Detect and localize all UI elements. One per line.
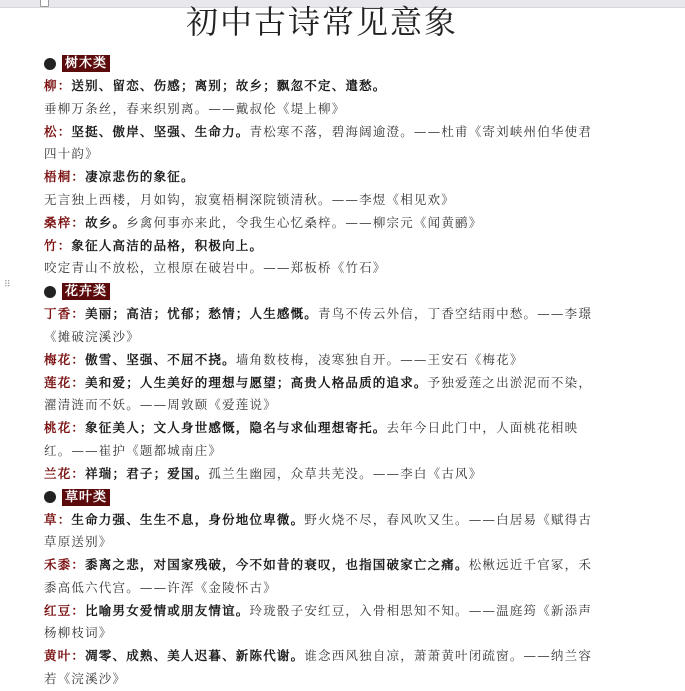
bullet-icon (44, 491, 56, 503)
entry-meaning: 傲雪、坚强、不屈不挠。 (85, 351, 236, 367)
entry-example: 无言独上西楼，月如钩，寂寞梧桐深院锁清秋。——李煜《相见欢》 (44, 191, 456, 207)
category-label: 花卉类 (62, 283, 110, 300)
entry-meaning: 生命力强、生生不息，身份地位卑微。 (71, 511, 305, 527)
entry-example: 垂柳万条丝，春来织别离。——戴叔伦《堤上柳》 (44, 100, 346, 116)
entry-term: 兰花： (44, 465, 86, 481)
entry-term: 桃花： (44, 420, 86, 435)
entry-meaning: 美丽；高洁；忧郁；愁情；人生感慨。 (85, 306, 319, 321)
entry-example: 玲珑骰子安红豆，入骨相思知不知。——温庭筠《新添声杨柳枝词》 (44, 602, 593, 640)
entry-meaning: 象征美人；文人身世感慨，隐名与求仙理想寄托。 (85, 420, 387, 435)
entry-term: 梅花： (44, 351, 86, 367)
entry-example: 予独爱莲之出淤泥而不染，濯清涟而不妖。——周敦颐《爱莲说》 (44, 374, 593, 412)
category-label: 草叶类 (62, 489, 110, 506)
entry-term: 黄叶： (44, 648, 86, 663)
entry-term: 桑梓： (44, 214, 86, 230)
entry-term: 柳： (44, 78, 72, 93)
entry-term: 丁香： (44, 306, 86, 321)
drag-handle-icon[interactable]: ⠿ (4, 280, 12, 290)
entry-term: 禾黍： (44, 557, 86, 572)
bullet-icon (44, 58, 56, 70)
document-body (44, 52, 600, 691)
imagery-entry (44, 212, 600, 235)
entry-meaning: 送别、留恋、伤感；离别；故乡；飘忽不定、遣愁。 (71, 78, 387, 93)
entry-example: 去年今日此门中，人面桃花相映红。——崔护《题都城南庄》 (44, 420, 579, 458)
entry-meaning: 祥瑞；君子；爱国。 (85, 465, 209, 481)
entry-term: 莲花： (44, 374, 86, 390)
entry-example: 松楸远近千官冢，禾黍高低六代宫。——许浑《金陵怀古》 (44, 557, 593, 595)
imagery-entry (44, 166, 600, 211)
imagery-entry (44, 349, 600, 372)
entry-meaning: 凋零、成熟、美人迟暮、新陈代谢。 (85, 648, 305, 663)
entry-meaning: 美和爱；人生美好的理想与愿望；高贵人格品质的追求。 (85, 374, 428, 390)
entry-example: 咬定青山不放松，立根原在破岩中。——郑板桥《竹石》 (44, 260, 387, 275)
entry-term: 竹： (44, 237, 72, 253)
category-header (44, 280, 600, 303)
imagery-entry (44, 417, 600, 462)
entry-term: 松： (44, 123, 72, 139)
imagery-entry (44, 121, 600, 166)
imagery-entry (44, 645, 600, 690)
entry-meaning: 故乡。 (85, 214, 127, 230)
imagery-entry (44, 235, 600, 280)
imagery-entry (44, 600, 600, 645)
imagery-entry (44, 303, 600, 348)
entry-meaning: 黍离之悲，对国家残破，今不如昔的衰叹，也指国破家亡之痛。 (85, 557, 469, 572)
category-header (44, 486, 600, 509)
imagery-entry (44, 463, 600, 486)
entry-meaning: 象征人高洁的品格，积极向上。 (71, 237, 264, 253)
entry-example: 墙角数枝梅，凌寒独自开。——王安石《梅花》 (235, 351, 524, 367)
entry-example: 青鸟不传云外信，丁香空结雨中愁。——李璟《摊破浣溪沙》 (44, 306, 593, 344)
bullet-icon (44, 286, 56, 298)
entry-example: 乡禽何事亦来此，令我生心忆桑梓。——柳宗元《闻黄鹂》 (126, 214, 483, 230)
category-label: 树木类 (62, 55, 110, 72)
page-title: 初中古诗常见意象 (185, 3, 458, 41)
entry-meaning: 比喻男女爱情或朋友情谊。 (85, 602, 250, 618)
imagery-entry (44, 509, 600, 554)
entry-meaning: 坚挺、傲岸、坚强、生命力。 (71, 123, 250, 139)
entry-meaning: 凄凉悲伤的象征。 (85, 169, 195, 184)
category-header (44, 52, 600, 75)
imagery-entry (44, 372, 600, 417)
entry-example: 青松寒不落，碧海阔逾澄。——杜甫《寄刘峡州伯华使君四十韵》 (44, 123, 593, 161)
entry-example: 孤兰生幽园，众草共芜没。——李白《古风》 (208, 465, 483, 481)
entry-example: 谁念西风独自凉，萧萧黄叶闭疏窗。——纳兰容若《浣溪沙》 (44, 648, 593, 686)
entry-term: 草： (44, 511, 72, 527)
imagery-entry (44, 75, 600, 120)
entry-example: 野火烧不尽，春风吹又生。——白居易《赋得古草原送别》 (44, 511, 593, 549)
entry-term: 梧桐： (44, 169, 86, 184)
imagery-entry (44, 554, 600, 599)
entry-term: 红豆： (44, 602, 86, 618)
